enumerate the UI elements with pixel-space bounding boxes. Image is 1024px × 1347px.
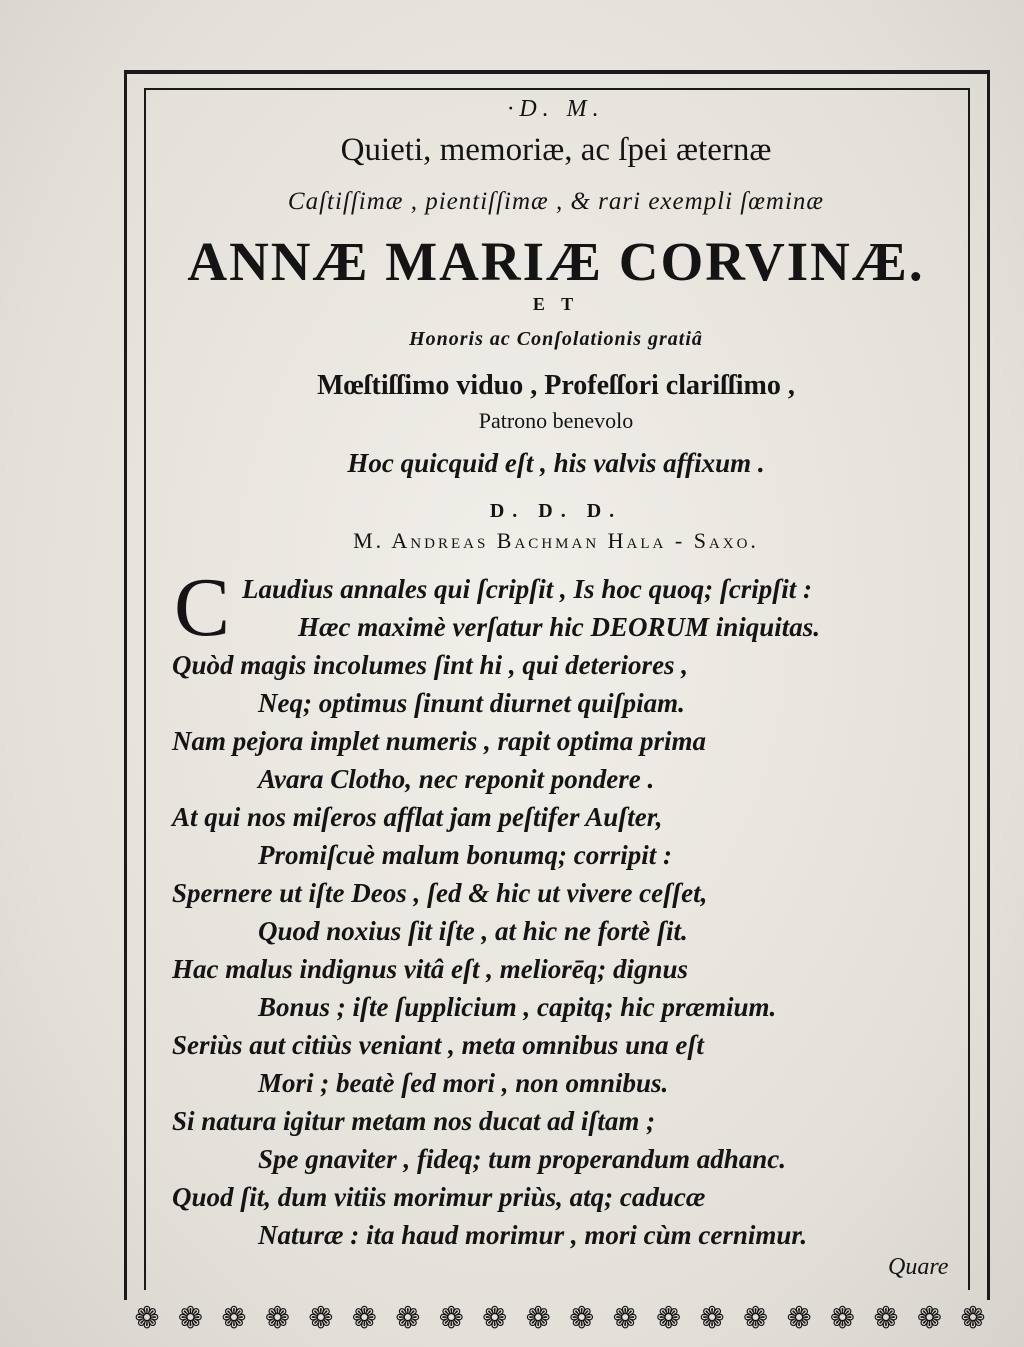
poem-line: Quòd magis incolumes ſint hi , qui deteriores , — [172, 650, 689, 680]
poem-line: Quod ſit, dum vitiis morimur priùs, atq; caducæ — [172, 1182, 706, 1212]
ornament-icon: ❁ — [395, 1302, 419, 1336]
ornament-icon: ❁ — [351, 1302, 375, 1336]
poem-line: Naturæ : ita haud morimur , mori cùm cernimur. — [258, 1220, 808, 1250]
ornament-icon: ❁ — [525, 1302, 549, 1336]
ornament-icon: ❁ — [177, 1302, 202, 1336]
header-line-hoc: Hoc quicquid eſt , his valvis affixum . — [347, 448, 765, 478]
author-line: M. Andreas Bachman Hala - Saxo. — [353, 528, 759, 553]
poem-line: Avara Clotho, nec reponit pondere . — [258, 764, 655, 794]
poem-line: Hac malus indignus vitâ eſt , meliorēq; dignus — [172, 954, 689, 984]
poem-line: Laudius annales qui ſcripſit , Is hoc quoq; ſcripſit : — [242, 574, 813, 604]
ornament-icon: ❁ — [960, 1302, 984, 1336]
poem-line: Hæc maximè verſatur hic DEORUM iniquitas. — [298, 612, 821, 642]
ornament-icon: ❁ — [569, 1302, 593, 1336]
page-title: ANNÆ MARIÆ CORVINÆ. — [187, 231, 925, 292]
poem-line: Quod noxius ſit iſte , at hic ne fortè ſit. — [258, 916, 688, 946]
page-content — [150, 96, 962, 1286]
poem-line: Neq; optimus ſinunt diurnet quiſpiam. — [258, 688, 685, 718]
poem-line: Seriùs aut citiùs veniant , meta omnibus una eſt — [172, 1030, 704, 1060]
poem-line: Nam pejora implet numeris , rapit optima prima — [172, 726, 707, 756]
dedication-dm: ·D. M. — [507, 96, 605, 122]
poem-line: At qui nos miſeros afflat jam peſtifer Auſter, — [172, 802, 663, 832]
header-line-honoris: Honoris ac Conſolationis gratiâ — [409, 328, 703, 350]
ornamental-border — [126, 1302, 992, 1336]
ornament-icon: ❁ — [742, 1302, 767, 1336]
ornament-icon: ❁ — [438, 1302, 462, 1336]
ornament-icon: ❁ — [916, 1302, 940, 1336]
ornament-icon: ❁ — [482, 1302, 506, 1336]
poem-line: Si natura igitur metam nos ducat ad iſtam ; — [172, 1106, 656, 1136]
ornament-icon: ❁ — [873, 1302, 897, 1336]
header-et: E T — [532, 294, 580, 314]
header-line-patrono: Patrono benevolo — [478, 408, 634, 433]
poem-line: Spe gnaviter , fideq; tum properandum adhanc. — [258, 1144, 787, 1174]
header-line-castissimae: Caſtiſſimæ , pientiſſimæ , & rari exempli ſœminæ — [287, 188, 825, 215]
poem-line: Mori ; beatè ſed mori , non omnibus. — [258, 1068, 669, 1098]
poem-line: Spernere ut iſte Deos , ſed & hic ut vivere ceſſet, — [172, 878, 708, 908]
ornament-icon: ❁ — [829, 1302, 854, 1336]
poem-line: Promiſcuè malum bonumq; corripit : — [258, 840, 673, 870]
catchword: Quare — [888, 1254, 949, 1280]
ornament-icon: ❁ — [308, 1302, 332, 1336]
header-line-moestissimo: Mœſtiſſimo viduo , Profeſſori clariſſimo , — [317, 370, 795, 401]
header-line-quieti: Quieti, memoriæ, ac ſpei æternæ — [340, 132, 772, 168]
poem-line: Bonus ; iſte ſupplicium , capitq; hic præmium. — [258, 992, 777, 1022]
ornament-icon: ❁ — [134, 1302, 158, 1336]
drop-cap: C — [174, 561, 231, 654]
ornament-icon: ❁ — [656, 1302, 680, 1336]
ornament-icon: ❁ — [699, 1302, 723, 1336]
ornament-icon: ❁ — [786, 1302, 810, 1336]
ornament-icon: ❁ — [612, 1302, 636, 1336]
ornament-icon: ❁ — [264, 1302, 288, 1336]
header-ddd: D. D. D. — [489, 500, 623, 522]
ornament-icon: ❁ — [221, 1302, 245, 1336]
